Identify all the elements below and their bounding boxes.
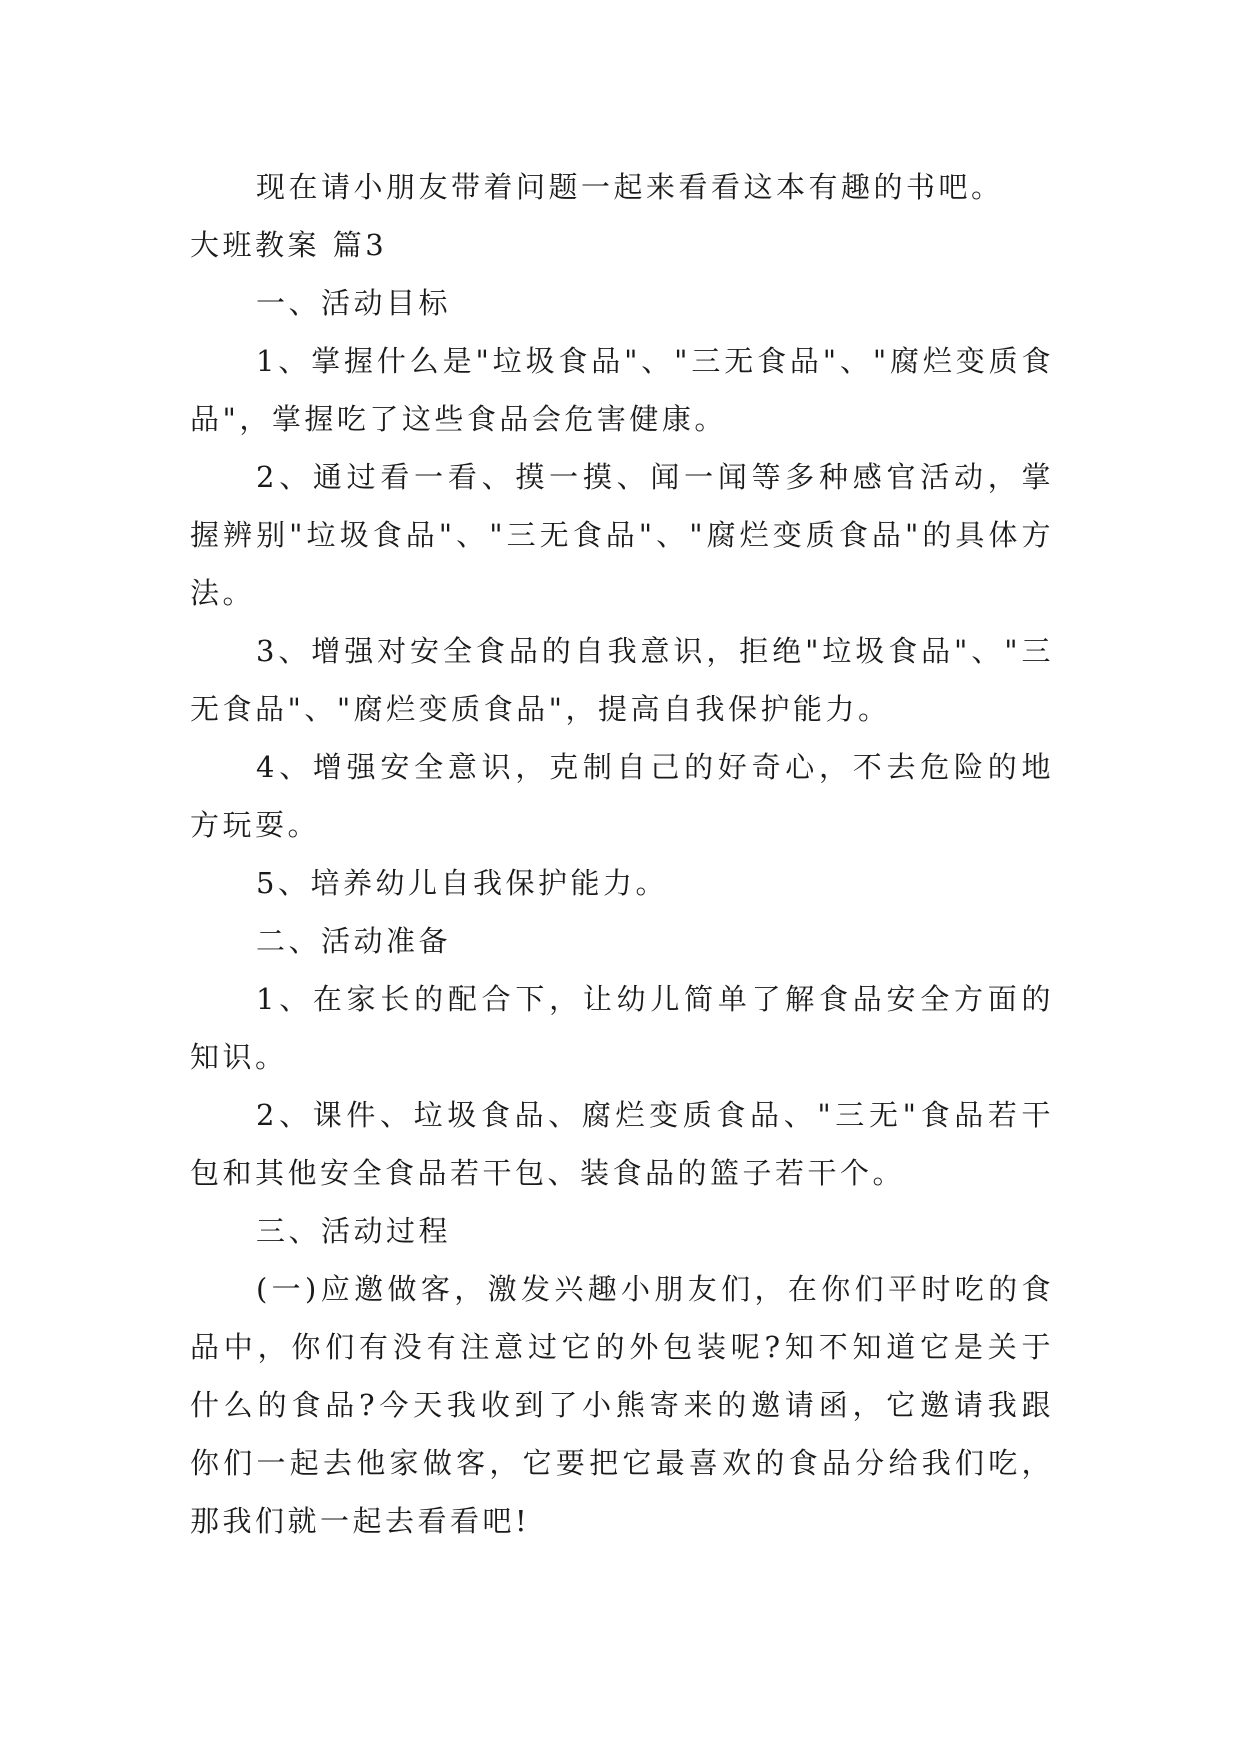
preparation-item-2: 2、课件、垃圾食品、腐烂变质食品、"三无"食品若干包和其他安全食品若干包、装食品的篮子若干个。: [190, 1098, 1054, 1190]
heading-activity-process: 三、活动过程: [256, 1214, 452, 1248]
section-title: 大班教案 篇3: [190, 228, 388, 262]
heading-activity-goals: 一、活动目标: [256, 286, 452, 320]
goal-item-3: 3、增强对安全食品的自我意识，拒绝"垃圾食品"、"三无食品"、"腐烂变质食品"，提高自我保护能力。: [190, 634, 1054, 726]
goal-item-4: 4、增强安全意识，克制自己的好奇心，不去危险的地方玩耍。: [190, 750, 1054, 842]
preparation-item-1: 1、在家长的配合下，让幼儿简单了解食品安全方面的知识。: [190, 982, 1054, 1074]
paragraph-intro: 现在请小朋友带着问题一起来看看这本有趣的书吧。: [256, 170, 1004, 204]
goal-item-1: 1、掌握什么是"垃圾食品"、"三无食品"、"腐烂变质食品"，掌握吃了这些食品会危害健康。: [190, 344, 1054, 436]
heading-activity-preparation: 二、活动准备: [256, 924, 452, 958]
process-step-1: (一)应邀做客，激发兴趣小朋友们，在你们平时吃的食品中，你们有没有注意过它的外包装呢?知不知道它是关于什么的食品?今天我收到了小熊寄来的邀请函，它邀请我跟你们一起去他家做客，它要把它最喜欢的食品分给我们吃，那我们就一起去看看吧!: [190, 1272, 1054, 1538]
goal-item-2: 2、通过看一看、摸一摸、闻一闻等多种感官活动，掌握辨别"垃圾食品"、"三无食品"、"腐烂变质食品"的具体方法。: [190, 460, 1054, 610]
goal-item-5: 5、培养幼儿自我保护能力。: [256, 866, 668, 900]
document-page: [190, 158, 1054, 1550]
